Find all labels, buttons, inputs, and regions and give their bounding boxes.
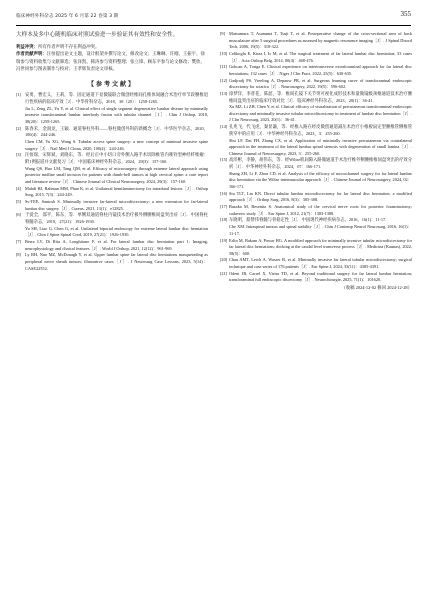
reference-item [16,152,208,165]
conflict-text: 所有作者声明不存在利益冲突。 [37,44,100,50]
reference-text: Berra LV, Di Rita A, Longhitano F, et al. Far lateral lumbar disc herniation part 1: Imaging, neurophysiology and clinical features［J］. World J Orthop, 2021, 12(12)：961-969. [25,239,208,251]
reference-item [220,51,412,64]
reference-item [220,78,412,91]
reference-number [220,224,229,237]
reference-item [220,64,412,77]
header-rule [16,25,411,26]
reference-number: [6] [16,212,22,218]
contribution-text: 汪恒提出论文主题，设计框架并撰写论文，修改论文；王琳琳、许刚、王振宇、徐瑞参与资料收集与文献筛选；张泽凯、韩涛参与资料整理；张立锋、顾东平参与论文修改；樊欣、冯世同参与图表制作与校对；王孝辉负责论文审核。 [16,52,205,73]
reference-item [220,124,412,137]
reference-text: Chen CM, Yu XG, Wang S. Tubular access spine surgery: a new concept of minimal invasive spine surgery［J］. Natl Med J China, 2020, 100(4)：244-246. [25,139,208,151]
reference-number: [17] [220,204,228,210]
reference-item [16,186,208,199]
reference-item [16,126,208,139]
reference-text: Siu TLT, Lin KN. Direct tubular lumbar microdiscectomy for far lateral disc herniation; a modified approach［J］. Orthop Surg, 2016, 8(3)：305-308. [229,190,412,203]
reference-item [16,166,208,186]
contribution-statement [16,51,208,73]
reference-number [220,138,229,158]
reference-number: [16] [220,190,228,196]
reference-number: [3] [16,152,22,158]
reference-number: [9] [220,31,226,36]
reference-number: [19] [220,237,228,243]
reference-number: [13] [220,90,228,96]
reference-item [16,139,208,152]
reference-text: 徐梦洋，李普花，陈韶，等．椎间孔镜下关节突可视化成形技术和量微镜级颈椎通道技术治疗腰椎间盘突出症的临床疗效对比［J］．临床神经外科杂志，2023，20(1)：36-41. [229,90,412,103]
reference-number: [18] [220,217,228,223]
conflict-label: 利益冲突： [16,44,38,50]
reference-text: Gokcan A, Tonga E. Clinical experience on intertransverse extraforaminal approach for far lateral disc herniations; 132 cases［J］. Niger J Clin Pract, 2022, 25(5)：630-635. [229,64,412,76]
reference-text: Jiu L, Zeng ZL, Yu Y, et al. Clinical effect of single segment degenerative lumbar disease by minimally invasive transforaminal lumbar interbody fusion with tubular channel［J］. Chin J Orthop, 2018, 38(20)：1258-1265. [25,105,208,124]
reference-text: 车晓明，蔡赞伟脊髓与骨稳定性［J］．中国现代神经疾病杂志，2016，16(1)：11-17. [229,217,387,223]
reference-number: [10] [220,50,228,56]
intro-paragraph: 大样本及多中心随机临床对照试验进一步验证其有效性和安全性。 [16,32,179,38]
reference-item [220,138,412,158]
reference-text: Che XM. Intraspinal tumors and spinal stability［J］. Chin J Contemp Neurol Neurosurg, 2016, 16(1)：11-17. [229,224,412,236]
reference-item [220,171,412,191]
reference-text: Yu SH, Liao G, Chen G, et al. Unilateral biportal endoscopy for extreme lateral lumbar disc herniation［J］. Chin J Spine Spinal Cord, 2019, 27(21)：1926-1930. [25,225,208,238]
reference-item [220,257,412,270]
journal-name: 临床神经外科杂志 2025 年 6 月第 22 卷第 3 期 [16,14,119,19]
reference-number: [5] [16,198,22,204]
reference-number: [1] [16,92,22,98]
reference-item [16,226,208,239]
reference-item [16,239,208,252]
reference-number: [11] [220,64,227,70]
reference-item [220,157,412,170]
conflict-statement [16,44,208,51]
reference-item [16,106,208,126]
reference-number: [14] [220,124,228,130]
reference-text: Bazaka M, Besenitz S. Anatomical study of the cervical nerve roots for posterior foraminotomy; cadaveric study［J］. Eur Spine J, 2012, 21(7)：1383-1388. [229,204,412,216]
reference-text: 汪恒琛，宋辉斌，刘晓东，等．经后正中小切口旁外侧入路手术切除椎管内哑铃型神经纤维瘤：附1例报道并文献复习［J］．中国临床神经外科杂志，2024，29(3)：157-160. [25,152,208,164]
reference-item [220,104,412,124]
reference-number [16,106,25,126]
reference-text: Ly RH, Nuo MZ, McDonagh Y, et al. Upper lumbar spine far lateral disc herniations masquerading as peripheral nerve sheath tumors; illustrative cases［J］. J Neurosurg Case Lessons, 2023, 5(14)：CASE22552. [25,252,208,271]
reference-text: 于爱全，邵平，陈东，等．单侧双通道脊柱内镜技术治疗极外侧腰椎间盘突出症［J］．中国脊柱脊髓杂志，2019，27(21)：1926-1930. [25,212,208,224]
reference-text: Erlin M, Bakam A, Pawar HG. A modified approach for minimally invasive tubular microdiscectomy for far lateral disc herniations; docking at the caudal level transverse process［J］. Medicina (Kaunas), 2022, 58(5)：600. [229,237,412,256]
reference-number [16,166,25,186]
reference-text: Shu LF, Dai FH, Zhang CX, et al. Application of minimally invasive percutaneous via contralateral approach in the treatment of the lateral lumbar spinal stenosis with degeneration of small lamina［J］. Chinese Journal of Neurosurgery, 2023, 3：255-260. [229,137,412,156]
references-heading: 【参考文献】 [87,81,136,89]
reference-number: [2] [16,125,22,131]
reference-item [220,204,412,217]
reference-text: Celikoglu E, Kiraz I, Is M, et al. The surgical treatment of far lateral lumbar disc herniation; 33 cases［J］. Acta Orthop Belg, 2014, 80(4)：468-476. [229,50,412,63]
page-number: 355 [400,10,411,18]
left-column [16,31,208,272]
reference-text: 孔兆飞，代飞虎，秦显谦，等．经椎入路在经皮微创通道减压术治疗小椎板扇定型腰椎管侧椎管狭窄中的应用［J］．中华神经外科杂志，2023，3：255-260. [229,124,412,136]
received-date-note: （收稿 2024-12-02 修回 2024-12-28） [341,284,412,290]
reference-item [220,31,412,51]
contribution-label: 作者贡献声明： [16,52,47,58]
reference-number [220,171,229,191]
reference-number [16,139,25,152]
reference-number: [8] [16,252,22,258]
reference-text: Matsumura T, Asanuma T, Tsuji T, et al. Postoperative change of the cross-sectional area of back musculature after 5 surgical procedures as assessed by magnetic resonance imaging［J］. J Spinal Disord Tech, 2006, 19(5)：318-322. [229,31,412,50]
reference-item [220,238,412,258]
reference-item [16,252,208,272]
reference-text: Wang QS, Huo LM, Tang QM, et al. Efficacy of microsurgery through extreme lateral approach using posterior midline small incision for patients with dumb-bell tumors at high cervical spine: a case report and literature review［J］. Chinese Journal of Clinical Neurosurgery, 2024, 29(3)：157-160. [25,165,208,184]
reference-number [220,104,229,124]
reference-text: Mahdi HJ, Rahman MM, Phan K, et al. Unilateral hemilaminectomy for intradural lesions［J］. Orthop Surg, 2015, 7(3)：244-249. [25,185,208,198]
reference-text: Xu MZ, Li ZH, Chen Y, et al. Clinical efficacy of visualization of percutaneous transforaminal endoscopic discectomy and minimally invasive tubular microdiscectomy in treatment of lumbar disc herniation［J］. J Clin Neurosurg, 2023, 20(1)：36-41. [229,104,412,123]
reference-number: [21] [220,270,228,276]
reference-text: Odeni JB, Carrel X, Vieira TD, et al. Beyond traditional surgery for far lateral lumbar herniation; transforaminal full endoscopic discectomy［J］. Neurochirurgie, 2025, 71(1)：101620. [229,270,412,283]
reference-item [220,91,412,104]
reference-item [220,191,412,204]
reference-text: Gadjradj PS, Vreeling A, Depauw PR, et al. Surgeons learning curve of transforaminal endoscopic discectomy for sciatica［J］. Neurosurgery, 2022, 19(5)：596-602. [229,77,412,90]
reference-number: [20] [220,257,228,263]
reference-number: [7] [16,239,22,245]
reference-text: Shang ZH, Li F, Zhou CD, et al. Analysis of the efficacy of microchannel surgery for far lateral lumbar disc herniation via the Wiltse intermuscular approach［J］. Chinese Journal of Neurosurgery, 2024, 02：166-171. [229,170,412,189]
reference-item [220,224,412,237]
reference-item [16,199,208,212]
right-column [220,31,412,291]
reference-number: [12] [220,77,228,83]
reference-list-left [16,92,208,272]
reference-item [16,212,208,225]
reference-text: 陈春禾，金润龙，王颖．通道脊柱外科——脊柱微创外科的新概念［J］．中华医学杂志，2020，100(4)：244-246. [25,125,208,138]
reference-list-right [220,31,412,284]
reference-number: [15] [220,157,228,163]
running-header [16,10,411,24]
reference-text: Chau AMT, Lerch A, Wasser B, et al. Minimally invasive far lateral tubular microdiscectomy; surgical technique and case series of 176 patients［J］. Eur Spine J, 2024, 33(11)：4385-4391. [229,257,412,270]
reference-item [16,92,208,105]
reference-text: 高洋彬，李静，胡伟东，等．经Wiltse肌间隙入路微通道手术治疗椎外侧腰椎椎间盘突出的疗效分析［J］．中华神经外科杂志，2024，07：166-171. [229,157,412,170]
reference-number [16,226,25,239]
reference-item [220,271,412,284]
reference-text: 安勇，曹宏义，王莉，等．固定通道下显微镜联合微创经椎间孔椎体间融合术治疗单节段腰椎退行性疾病的临床疗效［J］．中华骨科杂志，2018，38（20）：1258-1265. [25,92,208,104]
reference-text: Ss-TEE, Santosh S. Minimally invasive far-lateral microdiscectomy: a new extension for far-lateral lumbar disc surgery［J］. Cureus, 2021, 13(1)：e12825. [25,198,208,211]
reference-number: [4] [16,185,22,191]
